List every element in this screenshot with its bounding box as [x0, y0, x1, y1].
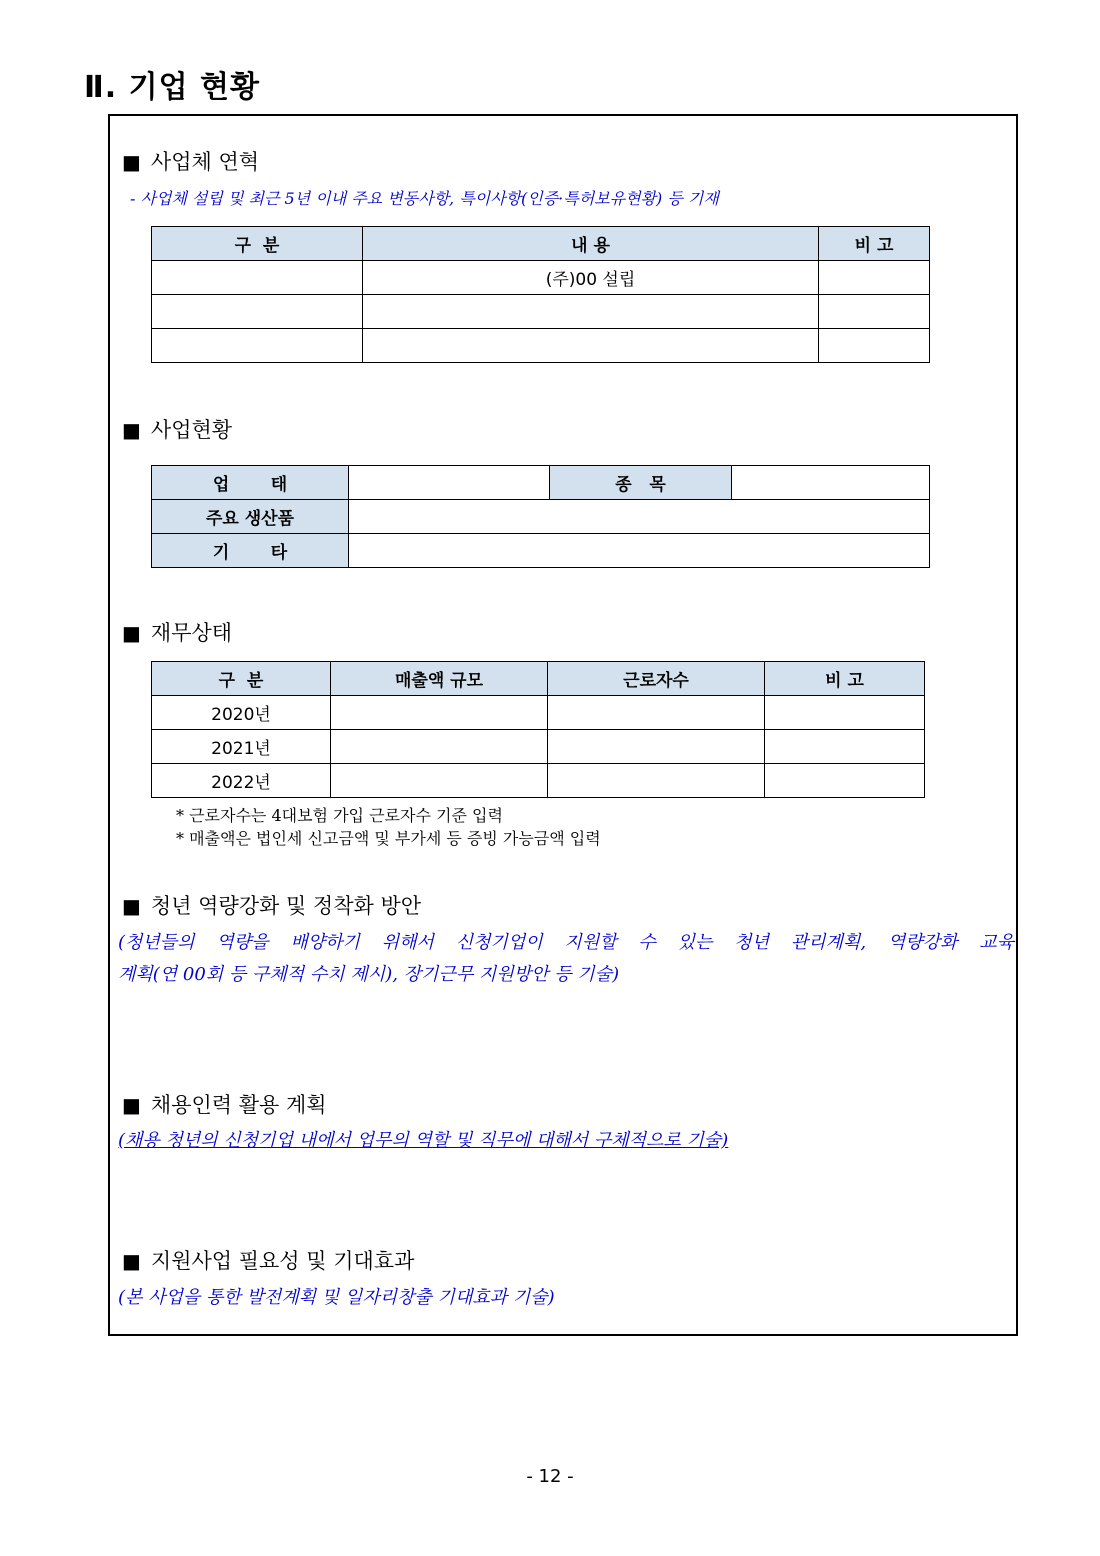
product-value[interactable]	[349, 500, 930, 534]
table-cell[interactable]	[152, 295, 363, 329]
table-cell[interactable]	[765, 696, 925, 730]
table-cell[interactable]	[331, 696, 548, 730]
table-cell[interactable]	[331, 730, 548, 764]
table-cell[interactable]	[548, 730, 765, 764]
other-value[interactable]	[349, 534, 930, 568]
table-cell[interactable]	[548, 696, 765, 730]
year-cell: 2022년	[152, 764, 331, 798]
section-marker-icon: ■	[122, 894, 141, 918]
section-marker-icon: ■	[122, 1093, 141, 1117]
section-marker-icon: ■	[122, 418, 141, 442]
year-cell: 2021년	[152, 730, 331, 764]
table-cell[interactable]: (주)00 설립	[363, 261, 819, 295]
page-number: - 12 -	[526, 1466, 574, 1487]
table-header: 근로자수	[548, 662, 765, 696]
page-title: Ⅱ. 기업 현황	[84, 70, 260, 105]
section-history-heading	[122, 146, 259, 176]
table-header: 구 분	[152, 662, 331, 696]
table-cell[interactable]	[152, 261, 363, 295]
section-title: 재무상태	[150, 621, 233, 645]
section-business-heading	[122, 414, 232, 444]
section-hiring-heading	[122, 1089, 327, 1119]
table-header: 내 용	[363, 227, 819, 261]
table-cell[interactable]	[819, 295, 930, 329]
finance-note: * 매출액은 법인세 신고금액 및 부가세 등 증빙 가능금액 입력	[176, 829, 601, 848]
table-header: 비 고	[819, 227, 930, 261]
industry-value[interactable]	[349, 466, 550, 500]
table-cell[interactable]	[765, 730, 925, 764]
finance-note: * 근로자수는 4대보험 가입 근로자수 기준 입력	[176, 806, 503, 825]
table-cell[interactable]	[152, 329, 363, 363]
table-header: 비 고	[765, 662, 925, 696]
industry-label: 업 태	[152, 466, 349, 500]
section-finance-heading	[122, 617, 232, 647]
year-cell: 2020년	[152, 696, 331, 730]
business-table	[151, 465, 930, 568]
section-title: 지원사업 필요성 및 기대효과	[150, 1249, 415, 1273]
hiring-guide: (채용 청년의 신청기업 내에서 업무의 역할 및 직무에 대해서 구체적으로 기술)	[118, 1130, 729, 1151]
section-marker-icon: ■	[122, 1249, 141, 1273]
section-title: 채용인력 활용 계획	[150, 1093, 327, 1117]
section-effect-heading	[122, 1245, 414, 1275]
youth-guide-line2: 계획(연 00회 등 구체적 수치 제시), 장기근무 지원방안 등 기술)	[118, 964, 620, 985]
table-header: 구 분	[152, 227, 363, 261]
effect-guide: (본 사업을 통한 발전계획 및 일자리창출 기대효과 기술)	[118, 1287, 555, 1308]
product-label: 주요 생산품	[152, 500, 349, 534]
history-note: - 사업체 설립 및 최근 5년 이내 주요 변동사항, 특이사항(인증·특허보유현황) 등 기재	[130, 189, 719, 208]
section-marker-icon: ■	[122, 150, 141, 174]
table-cell[interactable]	[363, 295, 819, 329]
finance-table	[151, 661, 925, 798]
table-header: 매출액 규모	[331, 662, 548, 696]
category-value[interactable]	[732, 466, 930, 500]
section-marker-icon: ■	[122, 621, 141, 645]
table-cell[interactable]	[765, 764, 925, 798]
youth-guide-line1: (청년들의 역량을 배양하기 위해서 신청기업이 지원할 수 있는 청년 관리계획, 역량강화 교육	[118, 932, 1014, 953]
table-cell[interactable]	[363, 329, 819, 363]
history-table	[151, 226, 930, 363]
table-cell[interactable]	[819, 261, 930, 295]
category-label: 종 목	[550, 466, 732, 500]
section-title: 사업현황	[150, 418, 233, 442]
table-cell[interactable]	[548, 764, 765, 798]
table-cell[interactable]	[819, 329, 930, 363]
section-title: 청년 역량강화 및 정착화 방안	[150, 894, 422, 918]
section-title: 사업체 연혁	[150, 150, 260, 174]
section-youth-heading	[122, 890, 421, 920]
table-cell[interactable]	[331, 764, 548, 798]
other-label: 기 타	[152, 534, 349, 568]
